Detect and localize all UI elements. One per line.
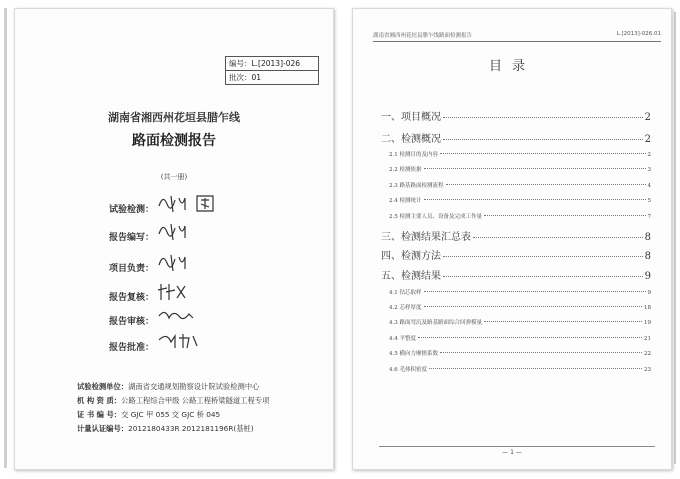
handwritten-signature-icon [157,220,217,242]
info-value: 交 GJC 甲 055 交 GJC 桥 045 [121,410,221,419]
page-number: — 1 — [502,449,522,456]
info-label: 证 书 编 号： [77,410,122,419]
running-header [373,31,661,42]
toc-leader-dots [424,199,646,200]
toc-entry[interactable] [389,318,651,326]
toc-entry-page: 9 [644,271,651,282]
info-value: 公路工程综合甲级 公路工程桥梁隧道工程专项 [121,396,270,405]
toc-entry-text: 4.4 平整度 [389,336,416,342]
info-value: 湖南省交通规划勘察设计院试验检测中心 [128,382,260,391]
toc-entry-page: 21 [644,336,651,342]
toc-page [352,8,672,470]
role-label: 报告复核： [109,293,155,303]
binding-edge-right [674,12,676,464]
running-header-title: 湖南省湘西州花垣县腊乍线路面检测报告 [373,33,473,39]
toc-entry-text: 一、项目概况 [381,112,441,123]
toc-entry-text: 2.2 检测依据 [389,167,422,173]
toc-leader-dots [424,291,646,292]
toc-entry[interactable] [389,288,651,296]
toc-entry-text: 五、检测结果 [381,271,441,282]
report-code-box [225,56,319,85]
toc-entry-text: 2.1 检测目的及内容 [389,152,438,158]
toc-entry[interactable] [381,267,651,282]
info-label: 计量认证编号： [77,424,129,433]
toc-entry[interactable] [381,228,651,243]
toc-entry[interactable] [381,130,651,145]
toc-entry-page: 2 [644,134,651,145]
role-writer [109,230,154,243]
info-qualification [77,396,269,406]
toc-entry[interactable] [389,334,651,342]
toc-entry[interactable] [389,212,651,220]
binding-edge-left [4,8,7,468]
toc-entry-page: 18 [644,305,651,311]
toc-leader-dots [443,256,643,257]
handwritten-signature-icon [157,280,217,302]
toc-entry-page: 8 [644,251,651,262]
toc-entry-text: 2.4 检测统计 [389,198,422,204]
handwritten-signature-icon [157,192,247,214]
handwritten-signature-icon [157,304,217,326]
info-value: 2012180433R 2012181196R(基桩) [128,424,254,433]
toc-entry-text: 三、检测结果汇总表 [381,232,471,243]
toc-entry-page: 3 [647,167,651,173]
info-label: 机 构 资 质： [77,396,122,405]
toc-entry-text: 4.3 路面弯沉及路基路面综合回弹模量 [389,320,482,326]
toc-entry[interactable] [381,247,651,262]
toc-leader-dots [446,184,646,185]
toc-entry[interactable] [381,108,651,123]
role-approval [109,340,154,353]
role-label: 项目负责： [109,264,155,274]
toc-entry-page: 9 [647,290,651,296]
toc-leader-dots [484,321,642,322]
toc-entry[interactable] [389,165,651,173]
toc-entry-text: 4.2 芯样厚度 [389,305,422,311]
role-label: 报告批准： [109,343,155,353]
toc-entry-page: 2 [644,112,651,123]
cover-volume: (共一册) [160,173,188,181]
role-test [109,202,154,215]
toc-leader-dots [440,352,642,353]
role-label: 试验检测： [109,205,155,215]
report-code: 编号：L.[2013]-026 [226,57,318,71]
toc-entry[interactable] [389,181,651,189]
toc-entry-page: 8 [644,232,651,243]
role-review [109,290,154,303]
info-certificate [77,410,220,420]
toc-leader-dots [443,139,643,140]
toc-entry-text: 二、检测概况 [381,134,441,145]
role-project-lead [109,261,154,274]
info-test-unit [77,382,259,392]
role-label: 报告审核： [109,317,155,327]
toc-entry-text: 四、检测方法 [381,251,441,262]
toc-entry-page: 22 [644,351,651,357]
toc-entry-page: 19 [644,320,651,326]
toc-entry-page: 2 [647,152,651,158]
role-audit [109,314,154,327]
toc-entry[interactable] [389,150,651,158]
toc-leader-dots [424,306,643,307]
toc-entry-text: 4.1 钻芯取样 [389,290,422,296]
toc-leader-dots [484,215,646,216]
toc-entry-text: 2.3 路基路面检测流程 [389,183,444,189]
role-label: 报告编写： [109,233,155,243]
toc-entry-text: 4.6 毛体积密度 [389,367,427,373]
running-header-code: L.[2013]-026.01 [616,31,661,37]
toc-entry[interactable] [389,365,651,373]
footer-rule [379,446,655,447]
toc-leader-dots [440,153,646,154]
toc-leader-dots [429,368,642,369]
info-metrology [77,424,254,434]
toc-entry-text: 4.5 横向力摩擦系数 [389,351,438,357]
handwritten-signature-icon [157,330,217,352]
cover-title-line1: 湖南省湘西州花垣县腊乍线 [108,111,240,124]
toc-entry-page: 5 [647,198,651,204]
cover-title-line2: 路面检测报告 [132,133,216,149]
toc-entry-page: 7 [647,214,651,220]
cover-page [14,8,334,470]
toc-entry[interactable] [389,303,651,311]
toc-leader-dots [418,337,642,338]
toc-entry-page: 4 [647,183,651,189]
toc-leader-dots [443,117,643,118]
toc-leader-dots [473,237,643,238]
toc-title: 目录 [488,59,535,74]
toc-entry-page: 23 [644,367,651,373]
info-label: 试验检测单位： [77,382,129,391]
toc-entry[interactable] [389,196,651,204]
toc-entry-text: 2.5 检测主要人员、设备及完成工作量 [389,214,482,220]
toc-leader-dots [443,276,643,277]
toc-leader-dots [424,168,646,169]
report-batch: 批次：01 [229,73,262,82]
handwritten-signature-icon [157,251,217,273]
toc-entry[interactable] [389,349,651,357]
